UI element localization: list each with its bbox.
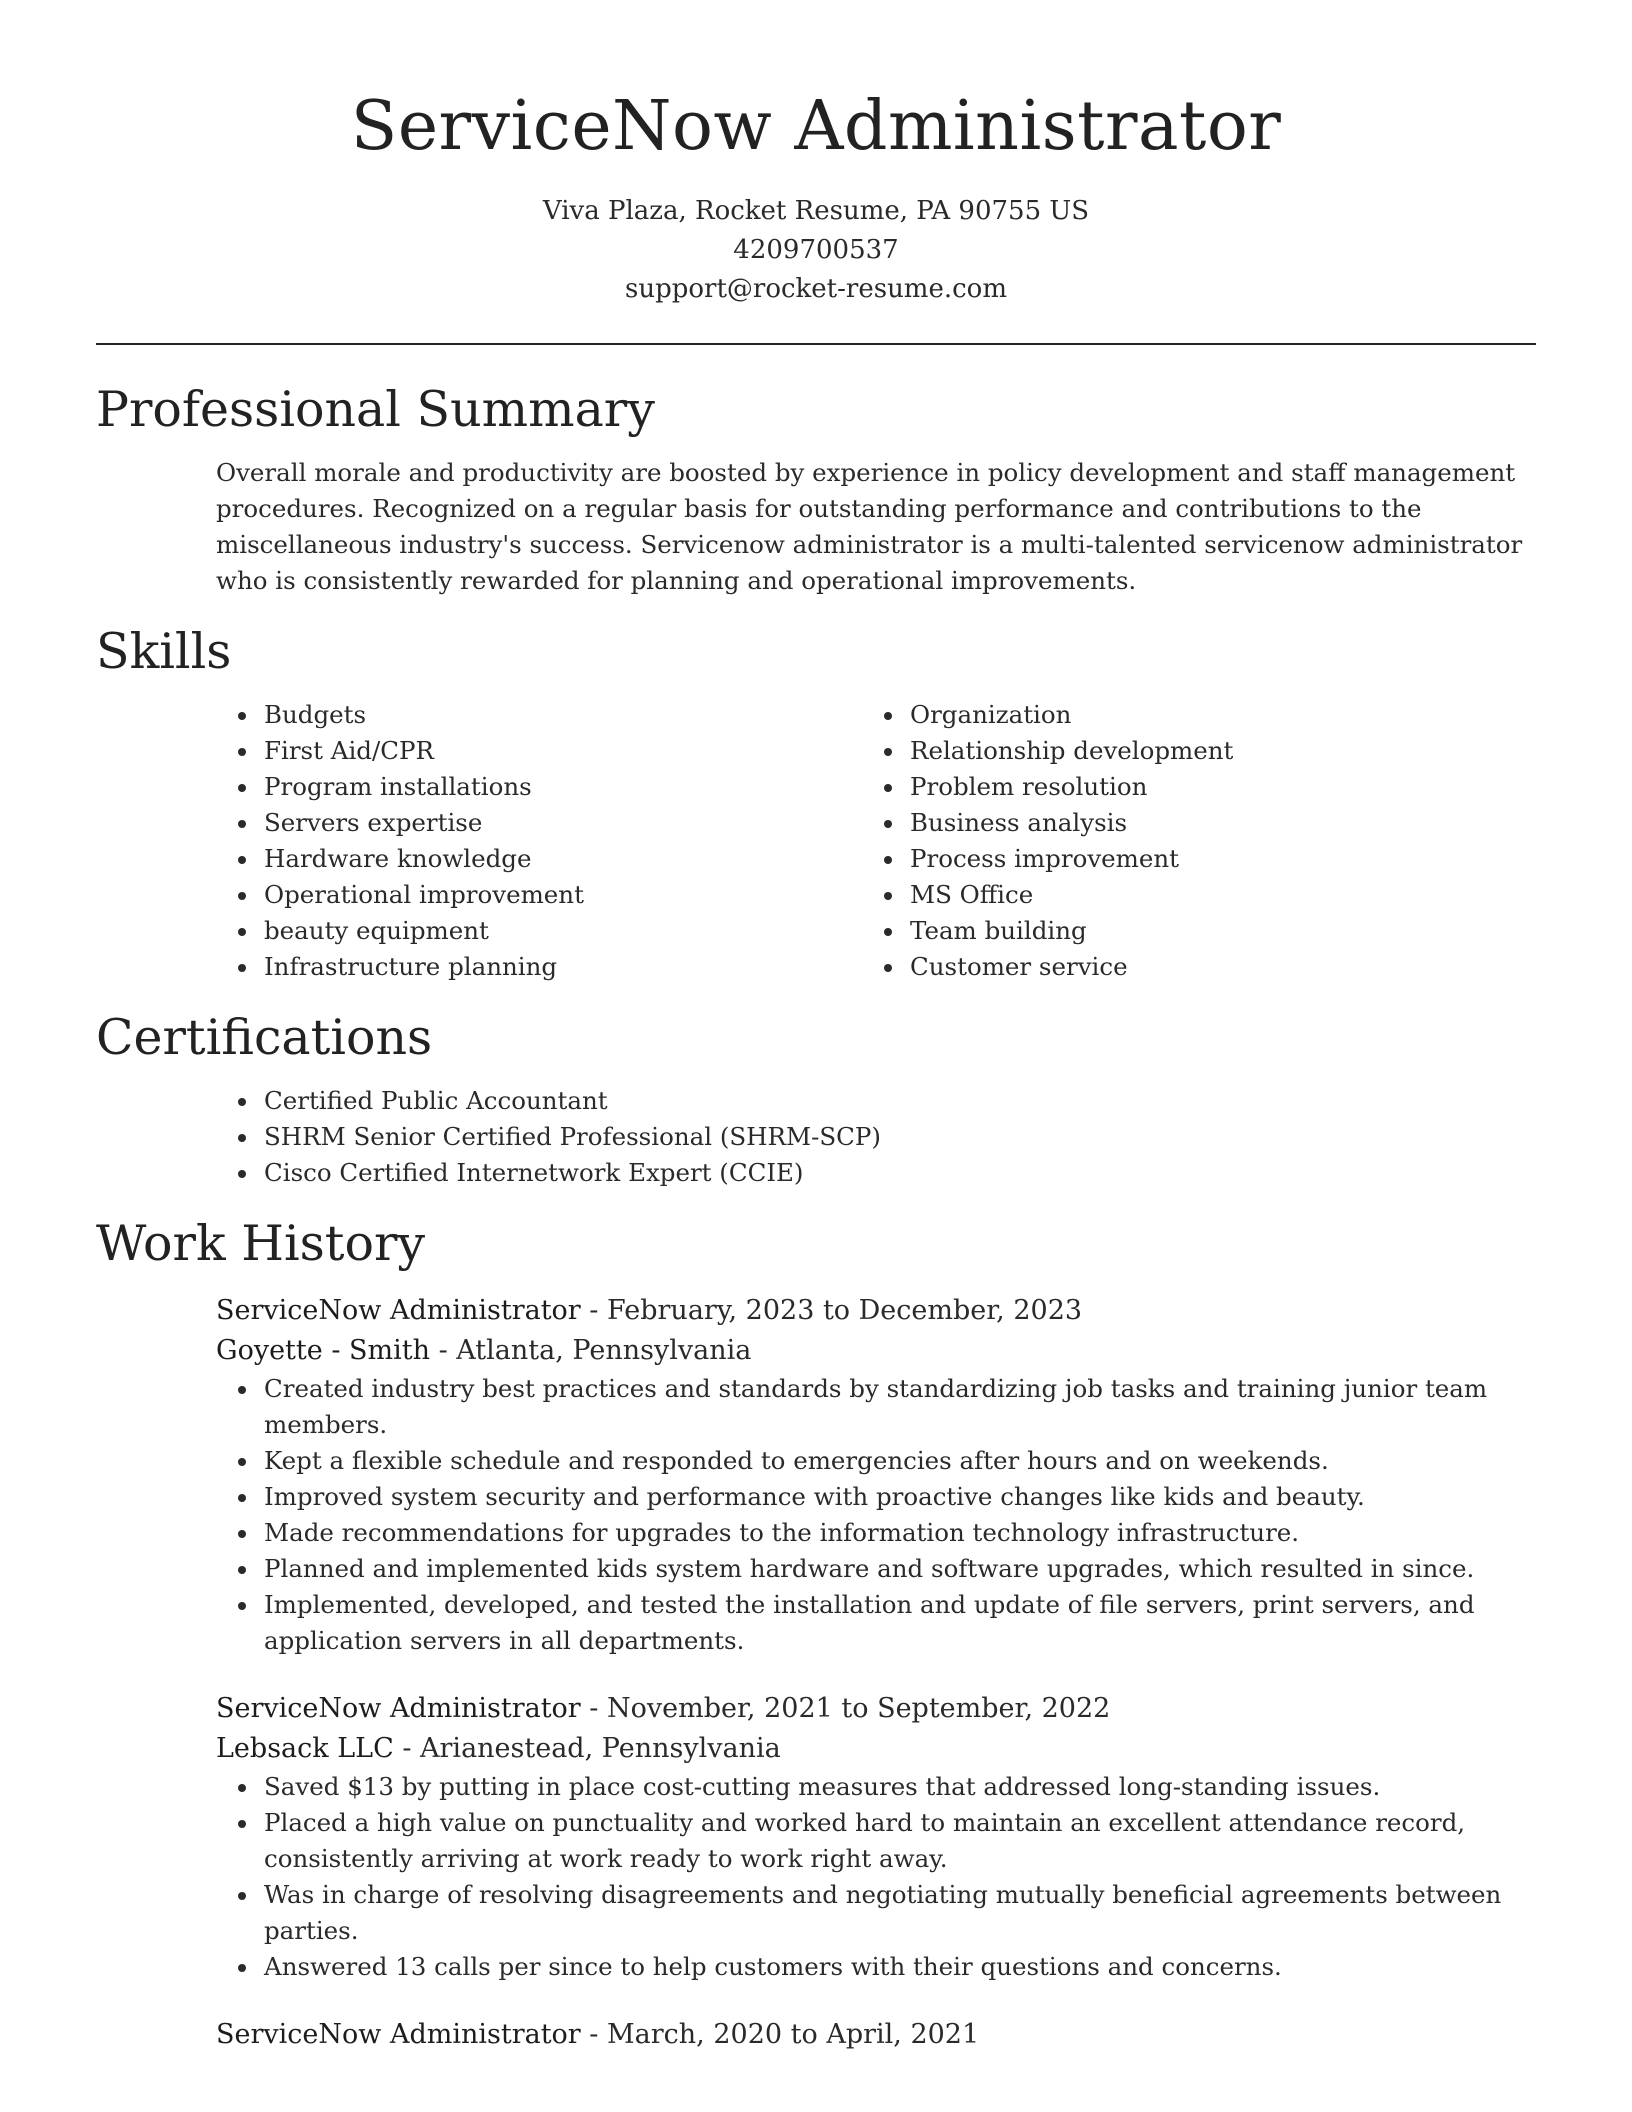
job-location: - Atlanta, Pennsylvania [430, 1335, 752, 1366]
job-duties [216, 1769, 1536, 1985]
skill-item: • Operational improvement [260, 877, 746, 913]
skills-section [96, 621, 1536, 985]
job-dates: - February, 2023 to December, 2023 [580, 1295, 1083, 1326]
job-duty: • Made recommendations for upgrades to the information technology infrastructure. [260, 1515, 1536, 1551]
job-dates: - March, 2020 to April, 2021 [580, 2019, 980, 2050]
skill-item: • Process improvement [906, 841, 1396, 877]
skill-item: • MS Office [906, 877, 1396, 913]
skills-title: Skills [96, 623, 232, 680]
job-duty: • Planned and implemented kids system hardware and software upgrades, which resulted in since. [260, 1551, 1536, 1587]
certification-item: • SHRM Senior Certified Professional (SHRM-SCP) [260, 1119, 1536, 1155]
job-role: ServiceNow Administrator [216, 2019, 581, 2050]
skill-item: • Organization [906, 697, 1396, 733]
skills-column-right [746, 697, 1396, 985]
skill-item: • Program installations [260, 769, 746, 805]
resume-header [0, 0, 1632, 309]
job-duty: • Kept a flexible schedule and responded to emergencies after hours and on weekends. [260, 1443, 1536, 1479]
email: support@rocket-resume.com [624, 274, 1007, 304]
job-role: ServiceNow Administrator [216, 1693, 581, 1724]
skill-item: • Infrastructure planning [260, 949, 746, 985]
certifications-title: Certifications [96, 1009, 433, 1066]
skill-item: • Hardware knowledge [260, 841, 746, 877]
job-heading [216, 2015, 1536, 2055]
skill-item: • Budgets [260, 697, 746, 733]
skill-item: • beauty equipment [260, 913, 746, 949]
summary-text: Overall morale and productivity are boosted by experience in policy development and staff management procedures. Recognized on a regular basis for outstanding performance and contributions to the miscellaneous industry's success. Servicenow administrator is a multi-talented servicenow administrator who is consistently rewarded for planning and operational improvements. [216, 458, 1523, 595]
job-duty: • Implemented, developed, and tested the installation and update of file servers, print servers, and application servers in all departments. [260, 1587, 1536, 1659]
job-entry [216, 2015, 1536, 2055]
job-employer [216, 1331, 1536, 1371]
job-company: Lebsack LLC [216, 1733, 394, 1764]
job-entry [216, 1291, 1536, 1659]
job-duty: • Answered 13 calls per since to help customers with their questions and concerns. [260, 1949, 1536, 1985]
job-duty: • Placed a high value on punctuality and worked hard to maintain an excellent attendance record, consistently arriving at work ready to work right away. [260, 1805, 1536, 1877]
certification-item: • Cisco Certified Internetwork Expert (CCIE) [260, 1155, 1536, 1191]
skill-item: • First Aid/CPR [260, 733, 746, 769]
phone: 4209700537 [733, 235, 899, 265]
candidate-name: ServiceNow Administrator [350, 87, 1282, 166]
job-duties [216, 1371, 1536, 1659]
contact-info [0, 192, 1632, 309]
job-entry [216, 1689, 1536, 1985]
skill-item: • Customer service [906, 949, 1396, 985]
certifications-section [96, 1007, 1536, 1191]
summary-section [96, 379, 1536, 599]
job-duty: • Saved $13 by putting in place cost-cutting measures that addressed long-standing issues. [260, 1769, 1536, 1805]
job-heading [216, 1291, 1536, 1331]
job-duty: • Improved system security and performance with proactive changes like kids and beauty. [260, 1479, 1536, 1515]
summary-title: Professional Summary [96, 381, 655, 438]
skill-item: • Servers expertise [260, 805, 746, 841]
certification-item: • Certified Public Accountant [260, 1083, 1536, 1119]
header-divider [96, 343, 1536, 345]
job-heading [216, 1689, 1536, 1729]
job-company: Goyette - Smith [216, 1335, 430, 1366]
skill-item: • Relationship development [906, 733, 1396, 769]
job-location: - Arianestead, Pennsylvania [393, 1733, 781, 1764]
address: Viva Plaza, Rocket Resume, PA 90755 US [542, 196, 1090, 226]
skill-item: • Business analysis [906, 805, 1396, 841]
job-role: ServiceNow Administrator [216, 1295, 581, 1326]
skills-column-left [96, 697, 746, 985]
skills-grid [96, 697, 1536, 985]
skill-item: • Problem resolution [906, 769, 1396, 805]
work-history-title: Work History [96, 1215, 426, 1272]
work-history-section [96, 1213, 1536, 2055]
skill-item: • Team building [906, 913, 1396, 949]
job-dates: - November, 2021 to September, 2022 [580, 1693, 1111, 1724]
job-duty: • Created industry best practices and standards by standardizing job tasks and training junior team members. [260, 1371, 1536, 1443]
job-duty: • Was in charge of resolving disagreements and negotiating mutually beneficial agreements between parties. [260, 1877, 1536, 1949]
job-employer [216, 1729, 1536, 1769]
